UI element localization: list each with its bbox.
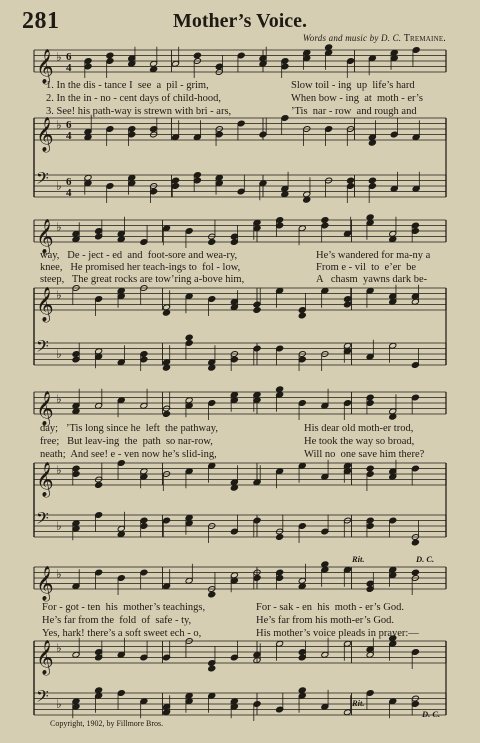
lyric-phrase: day; ’Tis long since he left the pathway, [40,423,218,434]
lyric-phrase: Will no one save him there? [304,449,425,460]
flat-sign: ♭ [56,463,62,477]
note-head [368,177,376,184]
lyric-phrase: For - sak - en his moth - er’s God. [256,602,404,613]
note-head [106,52,114,59]
bass-clef: 𝄢 [36,508,49,532]
flat-sign: ♭ [56,50,62,64]
lyric-phrase: A chasm yawns dark be- [316,274,428,285]
note-head [208,591,216,598]
credit-prefix: Words and music by D. C. [302,33,404,43]
ritardando-mark: Rit. [352,554,365,564]
hymn-title: Mother’s Voice. [172,10,308,32]
lyric-phrase: knee, He promised her teach-ings to fol - low, [40,262,241,273]
note-head [185,334,193,341]
note-head [411,539,419,546]
lyric-phrase: way, De - ject - ed and foot-sore and wea-ry, [40,250,238,261]
lyric-phrase: From e - vil to e’er be [316,262,417,273]
lyric-phrase: He’s far from his moth-er’s God. [256,615,395,626]
time-signature-top: 6 [66,176,72,188]
lyric-phrase: His mother’s voice pleads in prayer:— [256,628,419,639]
time-signature-top: 6 [66,51,72,63]
lyric-phrase: His dear old moth-er trod, [304,423,414,434]
flat-sign: ♭ [56,347,62,361]
treble-clef: 𝄞 [36,462,54,497]
note-head [253,307,261,314]
lyric-phrase: steep, The great rocks are tow’ring a-bove him, [40,274,245,285]
da-capo-mark: D. C. [422,709,441,719]
flat-sign: ♭ [56,220,62,234]
time-signature-top: 6 [66,119,72,131]
lyric-phrase: free; But leav-ing the path so nar-row, [40,436,213,447]
lyric-phrase: Slow toil - ing up life’s hard [291,80,415,91]
flat-sign: ♭ [56,392,62,406]
note-head [95,482,103,489]
note-head [346,177,354,184]
ritardando-mark: Rit. [352,698,365,708]
note-head [208,665,216,672]
treble-clef: 𝄞 [36,566,54,601]
lyric-phrase: Yes, hark! there’s a soft sweet ech - o, [42,628,202,639]
flat-sign: ♭ [56,641,62,655]
flat-sign: ♭ [56,567,62,581]
flat-sign: ♭ [56,697,62,711]
treble-clef: 𝄞 [36,391,54,426]
hymn-number: 281 [22,8,60,34]
lyric-phrase: He’s far from the fold of safe - ty, [42,615,192,626]
da-capo-mark: D. C. [416,554,435,564]
note-head [276,534,284,541]
note-head [298,312,306,319]
time-signature-bottom: 4 [66,187,72,199]
bass-clef: 𝄢 [36,686,49,710]
treble-clef: 𝄞 [36,287,54,322]
flat-sign: ♭ [56,519,62,533]
time-signature-bottom: 4 [66,130,72,142]
note-head [193,52,201,59]
lyric-phrase: ’Tis nar - row and rough and [291,106,417,117]
credit-author: Tremaine. [403,33,446,44]
note-head [162,411,170,418]
treble-clef: 𝄞 [36,640,54,675]
lyric-phrase: He took the way so broad, [304,436,415,447]
flat-sign: ♭ [56,179,62,193]
lyric-phrase: For - got - ten his mother’s teachings, [42,602,206,613]
flat-sign: ♭ [56,288,62,302]
lyric-phrase: 3. See! his path-way is strewn with bri - ars, [46,106,232,117]
treble-clef: 𝄞 [36,49,54,84]
lyric-phrase: 1. In the dis - tance I see a pil - grim, [46,80,209,91]
lyric-phrase: When bow - ing at moth - er’s [291,93,423,104]
copyright-notice: Copyright, 1902, by Fillmore Bros. [50,719,164,728]
note-head [411,569,419,576]
note-head [321,217,329,224]
note-head [366,465,374,472]
lyric-phrase: neath; And see! e - ven now he’s slid-ing, [40,449,217,460]
lyric-phrase: He’s wandered for ma-ny a [316,250,431,261]
treble-clef: 𝄞 [36,117,54,152]
time-signature-bottom: 4 [66,62,72,74]
note-head [208,239,216,246]
flat-sign: ♭ [56,118,62,132]
bass-clef: 𝄢 [36,336,49,360]
lyric-phrase: 2. In the in - no - cent days of child-hood, [46,93,221,104]
bass-clef: 𝄢 [36,168,49,192]
treble-clef: 𝄞 [36,219,54,254]
